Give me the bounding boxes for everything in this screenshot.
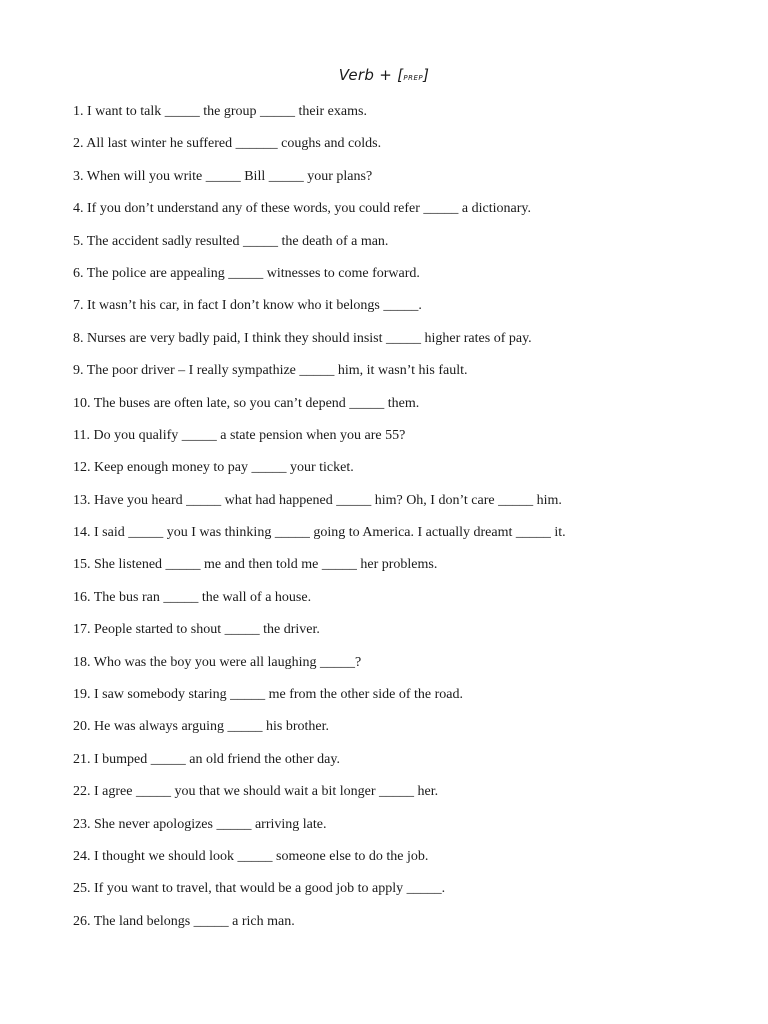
exercise-21: 21. I bumped _____ an old friend the other day. [73,751,340,767]
page-title [0,66,768,84]
exercise-18: 18. Who was the boy you were all laughing _____? [73,654,362,670]
exercise-2: 2. All last winter he suffered ______ coughs and colds. [73,136,382,152]
exercise-6: 6. The police are appealing _____ witnesses to come forward. [73,265,420,281]
exercise-10: 10. The buses are often late, so you can’t depend _____ them. [73,395,420,411]
exercise-23: 23. She never apologizes _____ arriving late. [73,816,327,832]
exercise-5: 5. The accident sadly resulted _____ the death of a man. [73,233,389,249]
exercise-16: 16. The bus ran _____ the wall of a house. [73,589,312,605]
exercise-20: 20. He was always arguing _____ his brother. [73,719,329,735]
exercise-4: 4. If you don’t understand any of these words, you could refer _____ a dictionary. [73,201,531,217]
exercise-19: 19. I saw somebody staring _____ me from the other side of the road. [73,687,463,703]
exercise-1: 1. I want to talk _____ the group _____ their exams. [73,104,367,119]
title-main: Verb + [ [338,66,404,84]
exercise-26: 26. The land belongs _____ a rich man. [73,913,295,929]
exercise-14: 14. I said _____ you I was thinking _____ going to America. I actually dreamt _____ it. [73,525,566,541]
exercise-3: 3. When will you write _____ Bill _____ your plans? [73,168,373,184]
exercise-list [73,103,733,945]
exercise-12: 12. Keep enough money to pay _____ your ticket. [73,460,354,476]
exercise-8: 8. Nurses are very badly paid, I think they should insist _____ higher rates of pay. [73,330,532,346]
exercise-15: 15. She listened _____ me and then told me _____ her problems. [73,557,438,573]
exercise-25: 25. If you want to travel, that would be a good job to apply _____. [73,881,446,897]
exercise-22: 22. I agree _____ you that we should wait a bit longer _____ her. [73,784,439,800]
exercise-11: 11. Do you qualify _____ a state pension when you are 55? [73,427,406,443]
title-prep: prep [403,72,424,83]
exercise-7: 7. It wasn’t his car, in fact I don’t know who it belongs _____. [73,298,422,314]
exercise-24: 24. I thought we should look _____ someone else to do the job. [73,848,429,864]
title-close: ] [423,66,430,84]
exercise-13: 13. Have you heard _____ what had happened _____ him? Oh, I don’t care _____ him. [73,492,562,508]
exercise-9: 9. The poor driver – I really sympathize _____ him, it wasn’t his fault. [73,363,468,379]
exercise-17: 17. People started to shout _____ the driver. [73,622,320,638]
